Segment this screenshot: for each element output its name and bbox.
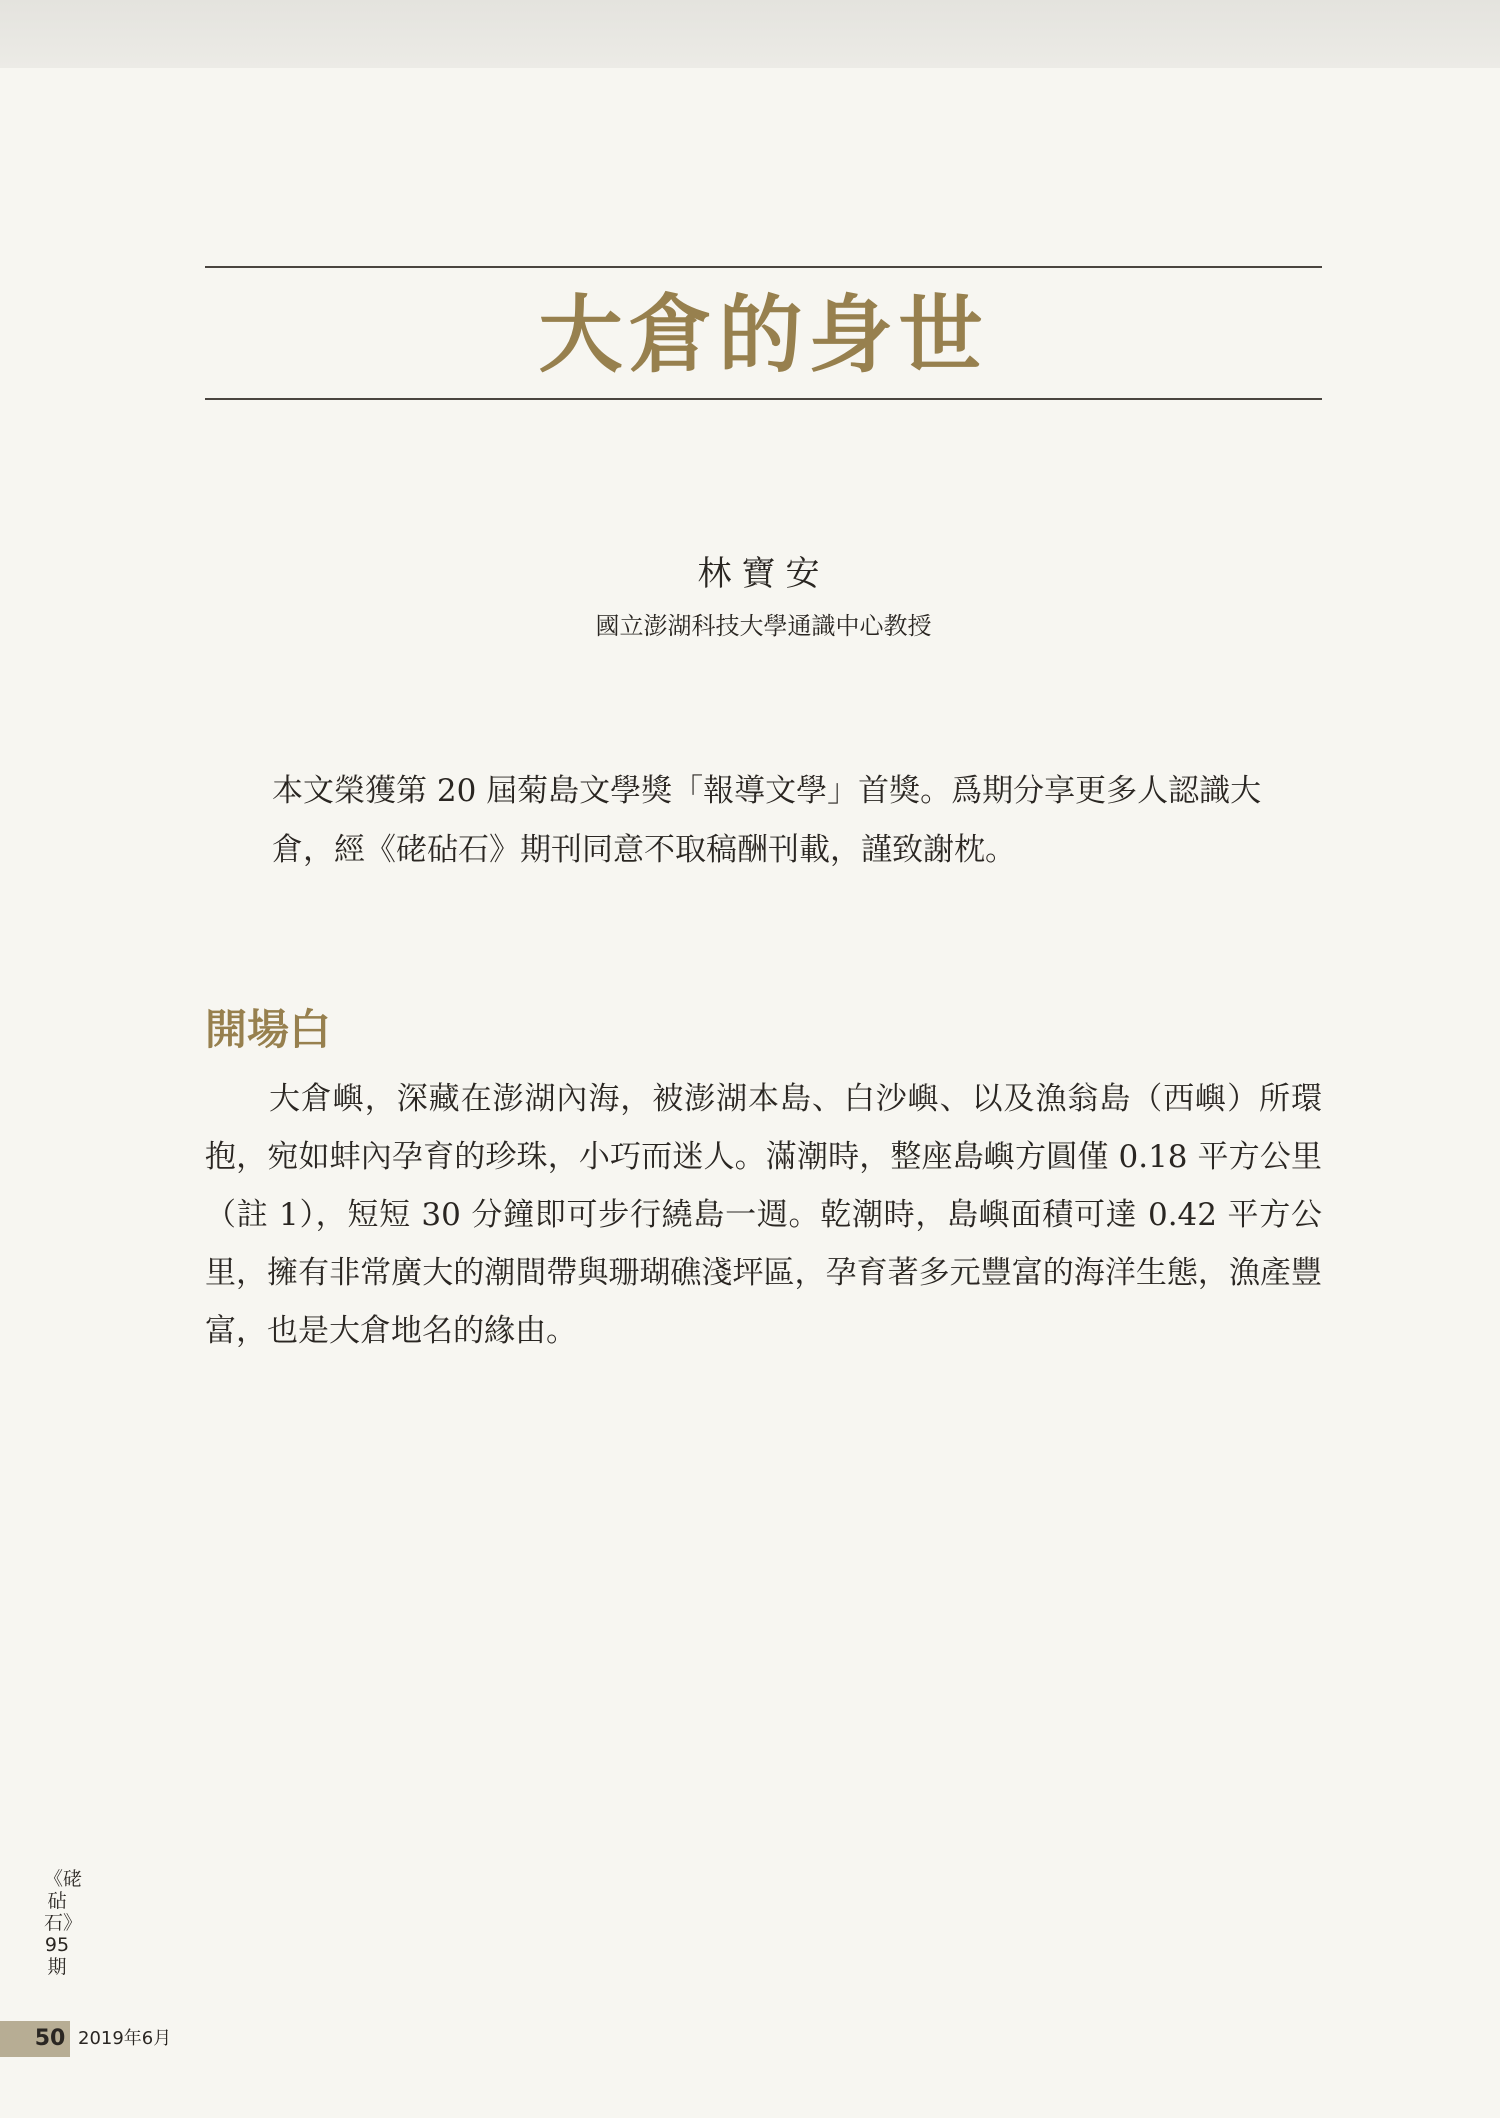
- title-rule-bottom: [205, 398, 1322, 400]
- issue-date: 2019年6月: [78, 2028, 172, 2049]
- section-heading: 開場白: [205, 1005, 332, 1054]
- scan-top-band: [0, 0, 1500, 68]
- article-title: 大倉的身世: [538, 285, 989, 384]
- body-paragraph: 大倉嶼，深藏在澎湖內海，被澎湖本島、白沙嶼、以及漁翁島（西嶼）所環抱，宛如蚌內孕育的珍珠，小巧而迷人。滿潮時，整座島嶼方圓僅 0.18 平方公里（註 1），短短 30 分鐘即可步行繞島一週。乾潮時，島嶼面積可達 0.42 平方公里，擁有非常廣大的潮間帶與珊瑚礁淺坪區，孕育著多元豐富的海洋生態，漁產豐富，也是大倉地名的緣由。: [205, 1081, 1322, 1349]
- page-number: 50: [34, 2026, 66, 2051]
- journal-side-label: 《硓砧石》95期: [44, 1868, 83, 1978]
- author-affiliation: 國立澎湖科技大學通識中心教授: [595, 612, 932, 640]
- author-name: 林寶安: [697, 554, 830, 594]
- title-rule-top: [205, 266, 1322, 268]
- intro-note: 本文榮獲第 20 屆菊島文學獎「報導文學」首獎。爲期分享更多人認識大倉，經《硓砧石》期刊同意不取稿酬刊載，謹致謝枕。: [272, 773, 1262, 868]
